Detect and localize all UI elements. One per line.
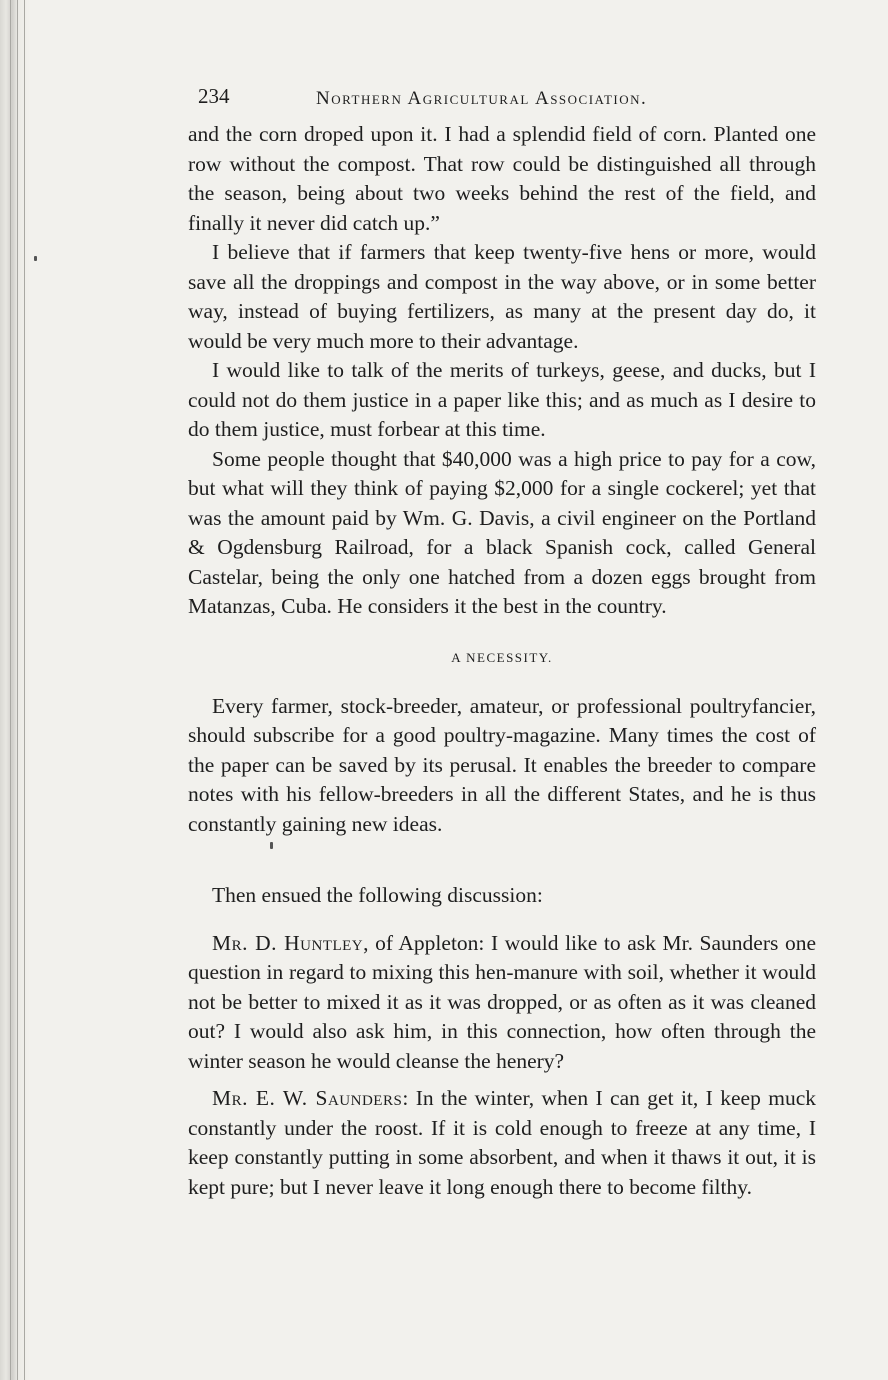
body-text-top: [188, 120, 816, 622]
binding-line: [24, 0, 25, 1380]
section-body: Every farmer, stock-breeder, amateur, or professional poultryfancier, should subscribe for a good poultry-magazine. Many times the cost of the paper can be saved by its perusal. It enables the breeder to compare notes with his fellow-breeders in all the different States, and he is thus constantly gaining new ideas.: [188, 693, 816, 836]
paragraph: Some people thought that $40,000 was a high price to pay for a cow, but what will they think of paying $2,000 for a single cockerel; yet that was the amount paid by Wm. G. Davis, a civil engineer on the Portland & Ogdensburg Railroad, for a black Spanish cock, called General Castelar, being the only one hatched from a dozen eggs brought from Matanzas, Cuba. He considers it the best in the country.: [188, 446, 816, 618]
paragraph: I would like to talk of the merits of turkeys, geese, and ducks, but I could not do them justice in a paper like this; and as much as I desire to do them justice, must forbear at this time.: [188, 358, 816, 441]
discussion-entry: [188, 1084, 816, 1202]
discussion-intro: Then ensued the following discussion:: [212, 883, 543, 907]
book-binding-edge: [0, 0, 30, 1380]
paragraph: and the corn droped upon it. I had a splendid field of corn. Planted one row without the compost. That row could be distinguished all through the season, being about two weeks behind the rest of the field, and finally it never did catch up.”: [188, 122, 816, 235]
ink-speck: [270, 842, 273, 849]
ink-speck: [34, 256, 37, 261]
running-head: Northern Agricultural Association.: [316, 88, 648, 109]
speech-text: , of Appleton: I would like to ask Mr. Saunders one question in regard to mixing this hen-manure with soil, whether it would not be better to mixed it as it was dropped, or as often as it was cleaned out? I would also ask him, in this connection, how often through the winter season he would cleanse the henery?: [188, 930, 816, 1073]
page-header: [188, 80, 816, 120]
speech-text: : In the winter, when I can get it, I keep muck constantly under the roost. If it is cold enough to freeze at any time, I keep constantly putting in some absorbent, and when it thaws it out, it is kept pure; but I never leave it long enough there to become filthy.: [188, 1086, 817, 1199]
section-title: A NECESSITY.: [451, 649, 553, 665]
page-number: 234: [198, 84, 230, 108]
speaker-name: Mr. D. Huntley: [212, 930, 364, 955]
speaker-name: Mr. E. W. Saunders: [212, 1086, 403, 1110]
binding-line: [17, 0, 18, 1380]
paragraph: I believe that if farmers that keep twenty-five hens or more, would save all the droppings and compost in the way above, or in some better way, instead of buying fertilizers, as many at the present day do, it would be very much more to their advantage.: [188, 240, 816, 353]
discussion-entry: [188, 929, 816, 1077]
page-content: [188, 80, 816, 1202]
binding-line: [10, 0, 11, 1380]
